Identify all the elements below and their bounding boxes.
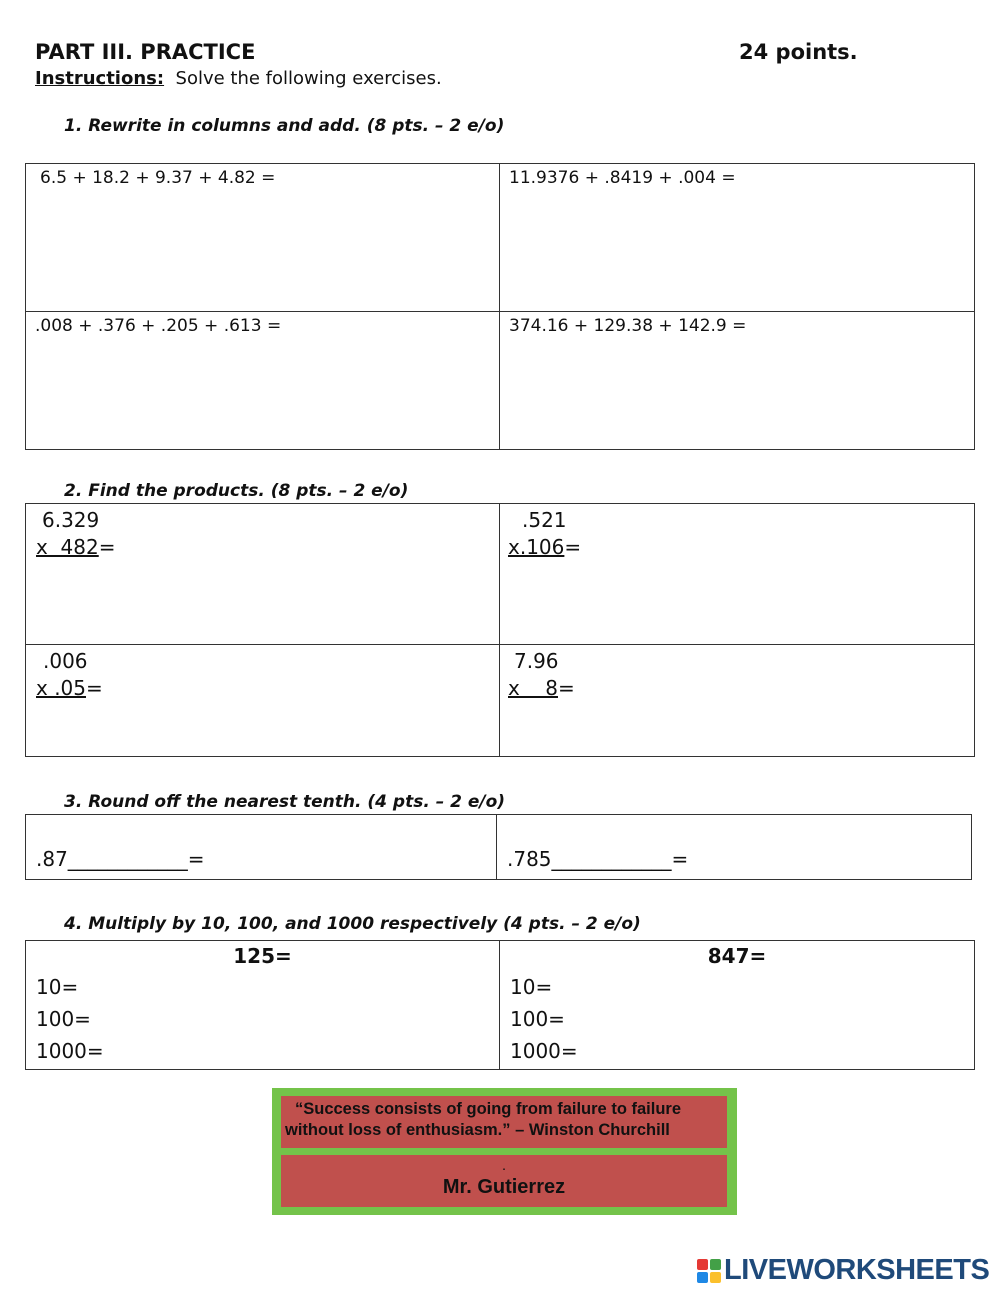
rounding-cell[interactable]: .87____________= xyxy=(26,815,497,880)
product-equals: = xyxy=(86,676,103,700)
quote-line-2: without loss of enthusiasm.” – Winston Churchill xyxy=(285,1121,670,1139)
instructions xyxy=(35,68,442,89)
addition-cell[interactable]: 374.16 + 129.38 + 142.9 = xyxy=(500,312,975,450)
products-table xyxy=(25,503,975,757)
addition-cell[interactable]: 6.5 + 18.2 + 9.37 + 4.82 = xyxy=(26,164,500,312)
product-top: 7.96 xyxy=(514,649,559,673)
product-multiplier: x.106 xyxy=(508,535,565,559)
liveworksheets-logo[interactable] xyxy=(697,1254,989,1287)
multiply-row: 10= xyxy=(510,975,553,999)
section2-heading: 2. Find the products. (8 pts. – 2 e/o) xyxy=(64,481,409,501)
multiply-cell[interactable] xyxy=(26,941,500,1070)
product-multiplier: x 482 xyxy=(36,535,99,559)
teacher-name: Mr. Gutierrez xyxy=(442,1176,566,1198)
page-title: PART III. PRACTICE xyxy=(35,40,256,64)
multiply-row: 1000= xyxy=(36,1039,104,1063)
multiply-row: 10= xyxy=(36,975,79,999)
addition-cell[interactable]: .008 + .376 + .205 + .613 = xyxy=(26,312,500,450)
instructions-text: Solve the following exercises. xyxy=(175,68,442,89)
quote-line-1: “Success consists of going from failure to failure xyxy=(295,1100,681,1118)
product-cell[interactable] xyxy=(500,645,975,757)
multiply-cell[interactable] xyxy=(500,941,975,1070)
instructions-label: Instructions: xyxy=(35,68,165,89)
section3-heading: 3. Round off the nearest tenth. (4 pts. – 2 e/o) xyxy=(64,792,506,812)
product-top: 6.329 xyxy=(42,508,100,532)
product-multiplier: x 8 xyxy=(508,676,558,700)
logo-text: LIVEWORKSHEETS xyxy=(724,1254,990,1286)
multiply-row: 100= xyxy=(36,1007,91,1031)
rounding-table xyxy=(25,814,972,880)
product-cell[interactable] xyxy=(26,504,500,645)
logo-blocks-icon xyxy=(697,1259,721,1283)
product-equals: = xyxy=(558,676,575,700)
total-points: 24 points. xyxy=(739,40,858,64)
multiply-header: 125= xyxy=(233,944,292,968)
multiply-row: 100= xyxy=(510,1007,565,1031)
product-top: .521 xyxy=(522,508,567,532)
signature-block xyxy=(281,1155,727,1207)
signature-dot: . xyxy=(502,1162,506,1173)
product-cell[interactable] xyxy=(26,645,500,757)
addition-table xyxy=(25,163,975,450)
product-equals: = xyxy=(98,535,116,559)
product-top: .006 xyxy=(43,649,88,673)
quote-box xyxy=(272,1088,737,1215)
section1-heading: 1. Rewrite in columns and add. (8 pts. – 2 e/o) xyxy=(64,116,505,136)
product-cell[interactable] xyxy=(500,504,975,645)
multiply-table xyxy=(25,940,975,1070)
addition-cell[interactable]: 11.9376 + .8419 + .004 = xyxy=(500,164,975,312)
product-multiplier: x .05 xyxy=(36,676,86,700)
multiply-row: 1000= xyxy=(510,1039,578,1063)
multiply-header: 847= xyxy=(707,944,767,968)
product-equals: = xyxy=(564,535,582,559)
rounding-cell[interactable]: .785____________= xyxy=(497,815,972,880)
quote-text xyxy=(281,1096,727,1148)
section4-heading: 4. Multiply by 10, 100, and 1000 respectively (4 pts. – 2 e/o) xyxy=(64,914,641,934)
